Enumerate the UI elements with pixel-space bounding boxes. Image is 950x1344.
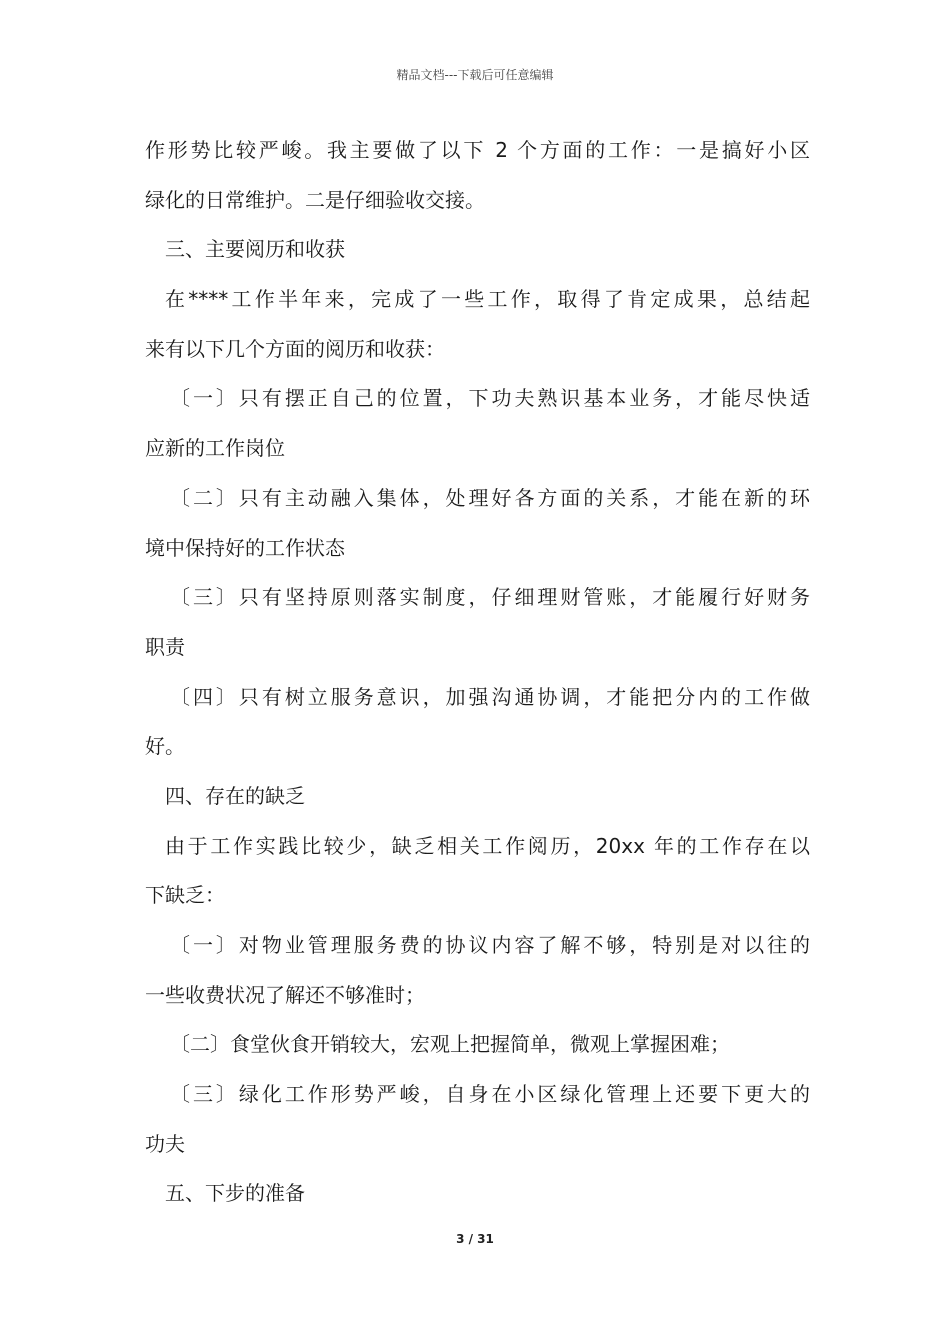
list-item-line: 职责 — [145, 634, 185, 659]
list-item-line: 功夫 — [145, 1131, 185, 1156]
section-heading: 五、下步的准备 — [165, 1181, 305, 1206]
list-item-line: 〔三〕绿化工作形势严峻，自身在小区绿化管理上还要下更大的 — [170, 1082, 810, 1107]
list-item-line: 〔一〕只有摆正自己的位置，下功夫熟识基本业务，才能尽快适 — [170, 386, 810, 411]
list-item-line: 一些收费状况了解还不够准时； — [145, 982, 425, 1007]
paragraph-line: 下缺乏： — [145, 883, 225, 908]
paragraph-line: 在****工作半年来，完成了一些工作，取得了肯定成果，总结起 — [165, 287, 810, 312]
list-item-line: 〔一〕对物业管理服务费的协议内容了解不够，特别是对以往的 — [170, 933, 810, 957]
document-header: 精品文档---下载后可任意编辑 — [396, 68, 554, 82]
paragraph-line: 作形势比较严峻。我主要做了以下 2 个方面的工作：一是搞好小区 — [145, 138, 810, 162]
paragraph-line: 由于工作实践比较少，缺乏相关工作阅历，20xx 年的工作存在以 — [165, 833, 810, 858]
paragraph-line: 来有以下几个方面的阅历和收获： — [145, 336, 445, 361]
paragraph-line: 绿化的日常维护。二是仔细验收交接。 — [145, 187, 485, 212]
list-item-line: 境中保持好的工作状态 — [145, 535, 345, 560]
list-item-line: 〔三〕只有坚持原则落实制度，仔细理财管账，才能履行好财务 — [170, 585, 810, 610]
section-heading: 三、主要阅历和收获 — [165, 237, 345, 262]
section-heading: 四、存在的缺乏 — [165, 783, 305, 808]
document-body — [145, 128, 810, 1221]
list-item-line: 〔四〕只有树立服务意识，加强沟通协调，才能把分内的工作做 — [170, 684, 810, 709]
list-item-line: 〔二〕食堂伙食开销较大，宏观上把握简单，微观上掌握困难； — [170, 1032, 730, 1057]
list-item-line: 应新的工作岗位 — [145, 436, 285, 461]
page-number: 3 / 31 — [456, 1232, 494, 1246]
list-item-line: 好。 — [145, 734, 185, 759]
list-item-line: 〔二〕只有主动融入集体，处理好各方面的关系，才能在新的环 — [170, 485, 810, 510]
